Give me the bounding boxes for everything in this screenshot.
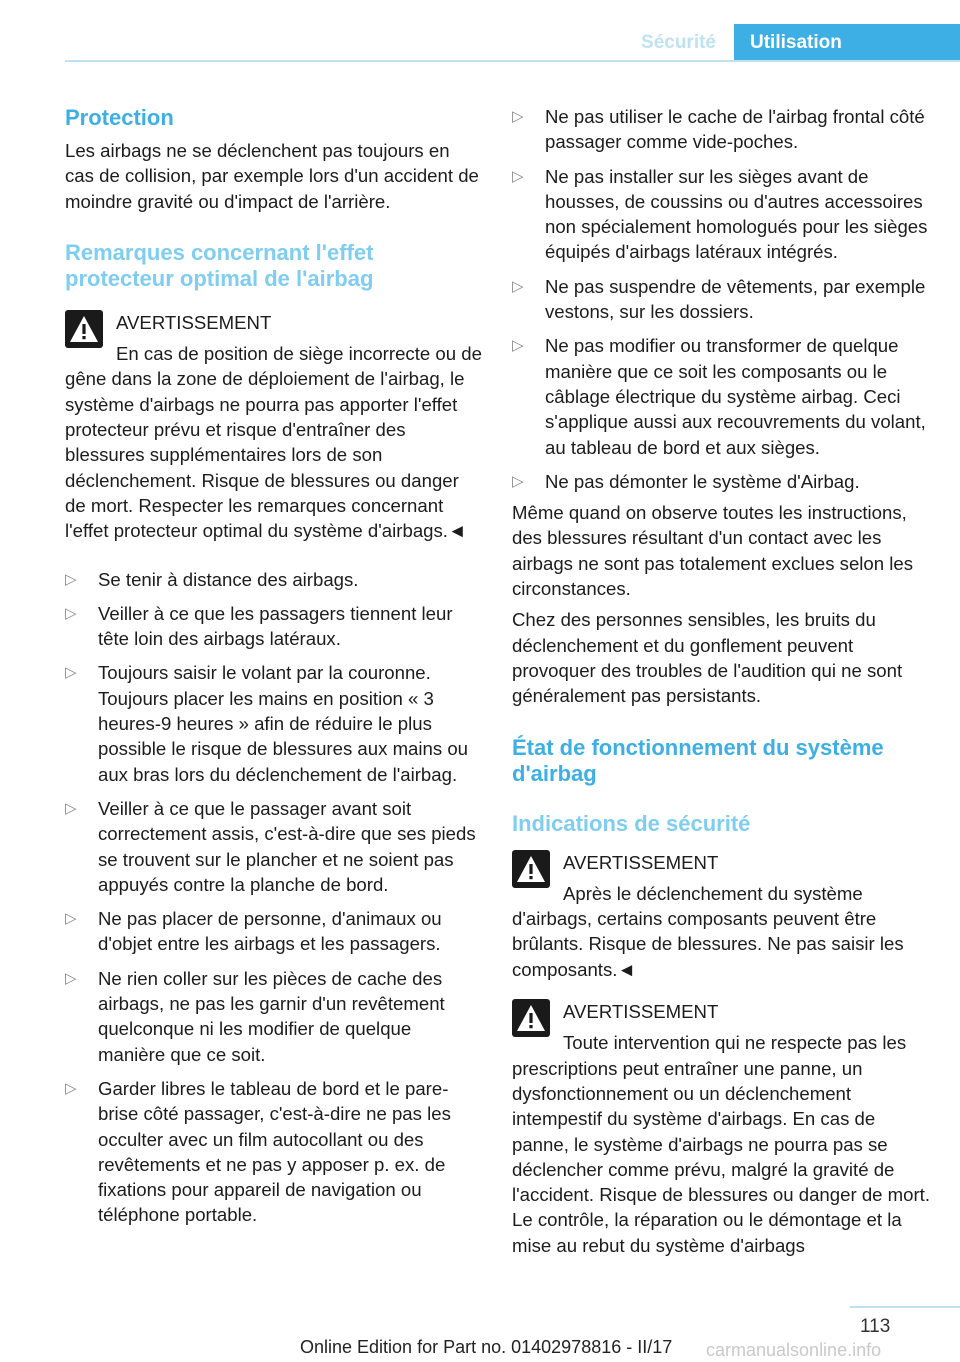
triangle-bullet-icon: ▷: [65, 604, 77, 622]
list-item: ▷ Ne pas installer sur les sièges avant de housses, de coussins ou d'autres accessoires non spécialement homologués pour les sièges équipés d'airbags latéraux intégrés.: [512, 165, 928, 263]
warning-text: En cas de position de siège incorrecte ou de gêne dans la zone de déploiement de l'airbag, le système d'airbags ne pourra pas apporter l'effet protecteur prévu et risque d'entraîner des blessures supplémentaires lors de son déclenchement. Risque de blessures ou danger de mort. Respecter les remarques concernant l'effet protecteur optimal du système d'airbags.◄: [65, 343, 482, 542]
triangle-bullet-icon: ▷: [512, 108, 524, 125]
triangle-bullet-icon: ▷: [65, 664, 77, 682]
watermark: carmanualsonline.info: [706, 1340, 882, 1360]
warning-text: Toute intervention qui ne respecte pas les prescriptions peut entraîner une panne, un dysfonctionnement ou un déclenchement intempestif du système d'airbags. En cas de panne, le système d'airbags ne pourra pas se déclencher comme prévu, malgré la gravité de l'accident. Risque de blessures ou danger de mort. Le contrôle, la réparation ou le démontage et la mise au rebut du système d'airbags: [512, 1032, 931, 1256]
list-item: ▷ Ne pas utiliser le cache de l'airbag frontal côté passager comme vide-poches.: [512, 106, 925, 153]
list-item: ▷ Ne pas placer de personne, d'animaux ou d'objet entre les airbags et les passagers.: [65, 908, 442, 955]
triangle-bullet-icon: ▷: [512, 472, 524, 490]
list-item: ▷ Toujours saisir le volant par la couronne. Toujours placer les mains en position « 3 heures-9 heures » afin de réduire le plus possible le risque de blessures aux mains ou aux bras lors du déclenchement de l'airbag.: [65, 662, 469, 785]
triangle-bullet-icon: ▷: [65, 570, 77, 588]
header-divider: [65, 60, 960, 62]
warning-triangle-icon: [512, 999, 550, 1037]
list-item: ▷ Ne pas démonter le système d'Airbag.: [512, 469, 930, 494]
tab-utilisation[interactable]: Utilisation: [734, 24, 960, 61]
list-item: ▷ Ne rien coller sur les pièces de cache des airbags, ne pas les garnir d'un revêtement quelconque ni les modifier de quelque manière que ce soit.: [65, 967, 445, 1065]
right-bullet-list: [512, 104, 930, 494]
warning-text: Après le déclenchement du système d'airbags, certains composants peuvent être brûlants. Risque de blessures. Ne pas saisir les composants.◄: [512, 882, 904, 980]
triangle-bullet-icon: ▷: [65, 1079, 77, 1097]
triangle-bullet-icon: ▷: [65, 799, 77, 817]
paragraph-hearing: Chez des personnes sensibles, les bruits du déclenchement et du gonflement peuvent provoquer des troubles de l'audition qui ne sont généralement pas persistants.: [512, 609, 903, 707]
list-item: ▷ Garder libres le tableau de bord et le pare-brise côté passager, c'est-à-dire ne pas les occulter avec un film autocollant ou des revêtements et ne pas y apposer p. ex. de fixations pour appareil de navigation ou téléphone portable.: [65, 1077, 451, 1226]
warning-triangle-icon: [512, 850, 550, 888]
tab-securite[interactable]: Sécurité: [641, 32, 716, 53]
protection-heading: Protection: [65, 105, 174, 130]
paragraph-instructions: Même quand on observe toutes les instructions, des blessures résultant d'un contact avec les airbags ne sont pas totalement exclues selon les circonstances.: [512, 502, 914, 600]
warning-label: AVERTISSEMENT: [116, 311, 272, 333]
state-heading: État de fonctionnement du système d'airbag: [512, 734, 884, 786]
triangle-bullet-icon: ▷: [65, 910, 77, 928]
left-column: [65, 100, 483, 1228]
triangle-bullet-icon: ▷: [512, 167, 524, 185]
warning-triangle-icon: [65, 310, 103, 348]
warning-block: [512, 850, 930, 982]
header-tabs: [623, 24, 960, 61]
list-item: ▷ Veiller à ce que le passager avant soit correctement assis, c'est-à-dire que ses pieds se trouvent sur le plancher et ne soient pas appuyés contre la planche de bord.: [65, 797, 476, 895]
safety-heading: Indications de sécurité: [512, 810, 751, 836]
warning-block: [65, 310, 483, 544]
triangle-bullet-icon: ▷: [512, 277, 524, 295]
remarks-heading: Remarques concernant l'effet protecteur optimal de l'airbag: [65, 239, 374, 291]
right-column: [512, 100, 930, 1258]
page-number: 113: [860, 1316, 891, 1337]
list-item: ▷ Se tenir à distance des airbags.: [65, 567, 483, 592]
warning-label: AVERTISSEMENT: [563, 851, 719, 873]
warning-block: [512, 999, 930, 1258]
warning-label: AVERTISSEMENT: [563, 1001, 719, 1023]
protection-paragraph: Les airbags ne se déclenchent pas toujours en cas de collision, par exemple lors d'un accident de moindre gravité ou d'impact de l'arrière.: [65, 140, 479, 212]
footer-divider: [850, 1306, 960, 1308]
list-item: ▷ Ne pas modifier ou transformer de quelque manière que ce soit les composants ou le câblage électrique du système airbag. Ceci s'applique aussi aux recouvrements du volant, au tableau de bord et aux sièges.: [512, 335, 926, 458]
edition-note: Online Edition for Part no. 01402978816 - II/17: [300, 1337, 673, 1357]
left-bullet-list: [65, 567, 483, 1228]
list-item: ▷ Veiller à ce que les passagers tiennent leur tête loin des airbags latéraux.: [65, 602, 453, 650]
triangle-bullet-icon: ▷: [512, 337, 524, 355]
triangle-bullet-icon: ▷: [65, 969, 77, 987]
list-item: ▷ Ne pas suspendre de vêtements, par exemple vestons, sur les dossiers.: [512, 275, 926, 323]
